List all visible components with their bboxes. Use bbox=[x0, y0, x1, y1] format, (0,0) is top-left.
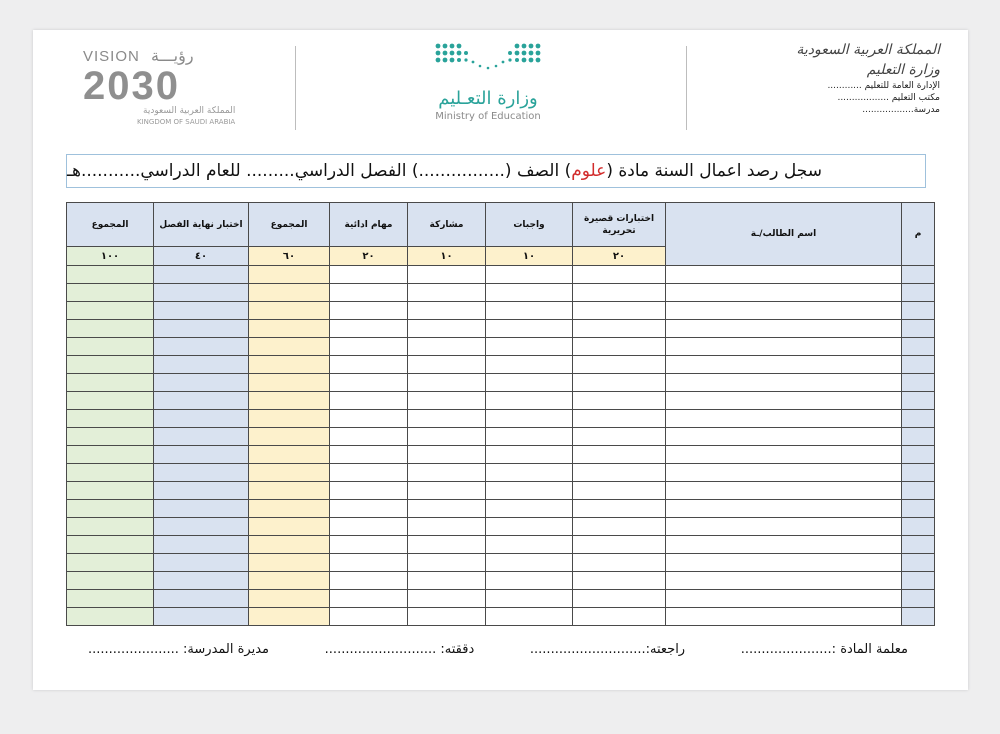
cell-final-exam[interactable] bbox=[154, 338, 249, 356]
title-part2: ) الصف (................) الفصل الدراسي......... للعام الدراسي...........هـ bbox=[67, 161, 572, 181]
cell-total[interactable] bbox=[67, 392, 154, 410]
cell-subtotal[interactable] bbox=[249, 338, 330, 356]
vision-country-ar: المملكة العربية السعودية bbox=[143, 106, 236, 116]
cell-participation[interactable] bbox=[408, 338, 486, 356]
cell-student[interactable] bbox=[666, 374, 902, 392]
cell-num[interactable] bbox=[902, 608, 935, 626]
cell-tasks[interactable] bbox=[330, 590, 408, 608]
cell-subtotal[interactable] bbox=[249, 482, 330, 500]
cell-total[interactable] bbox=[67, 590, 154, 608]
cell-tasks[interactable] bbox=[330, 518, 408, 536]
cell-homework[interactable] bbox=[486, 284, 573, 302]
cell-participation[interactable] bbox=[408, 464, 486, 482]
admin-field: الإدارة العامة للتعليم ............ bbox=[827, 81, 940, 91]
worksheet-page bbox=[33, 30, 968, 690]
cell-tasks[interactable] bbox=[330, 392, 408, 410]
ministry-name-en: Ministry of Education bbox=[435, 111, 541, 122]
cell-participation[interactable] bbox=[408, 590, 486, 608]
cell-total[interactable] bbox=[67, 410, 154, 428]
cell-num[interactable] bbox=[902, 374, 935, 392]
cell-final-exam[interactable] bbox=[154, 266, 249, 284]
cell-student[interactable] bbox=[666, 428, 902, 446]
vision-year: 2030 bbox=[83, 64, 180, 108]
cell-num[interactable] bbox=[902, 572, 935, 590]
table-row bbox=[67, 572, 935, 590]
cell-num[interactable] bbox=[902, 356, 935, 374]
header-tasks: مهام ادائية bbox=[330, 203, 408, 247]
table-row bbox=[67, 590, 935, 608]
cell-homework[interactable] bbox=[486, 446, 573, 464]
cell-final-exam[interactable] bbox=[154, 284, 249, 302]
cell-subtotal[interactable] bbox=[249, 356, 330, 374]
cell-num[interactable] bbox=[902, 446, 935, 464]
cell-subtotal[interactable] bbox=[249, 446, 330, 464]
cell-homework[interactable] bbox=[486, 590, 573, 608]
cell-participation[interactable] bbox=[408, 374, 486, 392]
cell-total[interactable] bbox=[67, 374, 154, 392]
title-part1: سجل رصد اعمال السنة مادة ( bbox=[606, 161, 822, 181]
cell-num[interactable] bbox=[902, 590, 935, 608]
cell-total[interactable] bbox=[67, 266, 154, 284]
ministry-name-ar: وزارة التعـليم bbox=[438, 88, 538, 109]
max-final-exam: ٤٠ bbox=[154, 247, 249, 266]
cell-subtotal[interactable] bbox=[249, 284, 330, 302]
cell-subtotal[interactable] bbox=[249, 266, 330, 284]
cell-homework[interactable] bbox=[486, 320, 573, 338]
cell-participation[interactable] bbox=[408, 302, 486, 320]
cell-participation[interactable] bbox=[408, 572, 486, 590]
cell-homework[interactable] bbox=[486, 302, 573, 320]
cell-quizzes[interactable] bbox=[573, 428, 666, 446]
cell-participation[interactable] bbox=[408, 482, 486, 500]
cell-homework[interactable] bbox=[486, 518, 573, 536]
cell-tasks[interactable] bbox=[330, 428, 408, 446]
header-final-exam: اختبار نهاية الفصل bbox=[154, 203, 249, 247]
cell-num[interactable] bbox=[902, 518, 935, 536]
table-row bbox=[67, 284, 935, 302]
cell-student[interactable] bbox=[666, 608, 902, 626]
vision-country-en: KINGDOM OF SAUDI ARABIA bbox=[137, 118, 236, 126]
cell-num[interactable] bbox=[902, 284, 935, 302]
cell-tasks[interactable] bbox=[330, 536, 408, 554]
cell-final-exam[interactable] bbox=[154, 446, 249, 464]
cell-final-exam[interactable] bbox=[154, 302, 249, 320]
cell-final-exam[interactable] bbox=[154, 464, 249, 482]
cell-quizzes[interactable] bbox=[573, 284, 666, 302]
cell-participation[interactable] bbox=[408, 446, 486, 464]
cell-total[interactable] bbox=[67, 338, 154, 356]
cell-tasks[interactable] bbox=[330, 554, 408, 572]
cell-participation[interactable] bbox=[408, 536, 486, 554]
cell-tasks[interactable] bbox=[330, 482, 408, 500]
cell-subtotal[interactable] bbox=[249, 500, 330, 518]
cell-participation[interactable] bbox=[408, 266, 486, 284]
cell-homework[interactable] bbox=[486, 356, 573, 374]
cell-total[interactable] bbox=[67, 356, 154, 374]
cell-tasks[interactable] bbox=[330, 284, 408, 302]
audited-signature: دققته: ........................... bbox=[324, 642, 475, 657]
cell-quizzes[interactable] bbox=[573, 446, 666, 464]
cell-homework[interactable] bbox=[486, 392, 573, 410]
cell-subtotal[interactable] bbox=[249, 464, 330, 482]
cell-final-exam[interactable] bbox=[154, 374, 249, 392]
table-row bbox=[67, 410, 935, 428]
cell-student[interactable] bbox=[666, 554, 902, 572]
max-participation: ١٠ bbox=[408, 247, 486, 266]
table-row bbox=[67, 320, 935, 338]
cell-final-exam[interactable] bbox=[154, 518, 249, 536]
cell-participation[interactable] bbox=[408, 320, 486, 338]
cell-student[interactable] bbox=[666, 446, 902, 464]
cell-quizzes[interactable] bbox=[573, 572, 666, 590]
cell-total[interactable] bbox=[67, 500, 154, 518]
cell-subtotal[interactable] bbox=[249, 392, 330, 410]
max-homework: ١٠ bbox=[486, 247, 573, 266]
cell-total[interactable] bbox=[67, 464, 154, 482]
cell-quizzes[interactable] bbox=[573, 410, 666, 428]
max-tasks: ٢٠ bbox=[330, 247, 408, 266]
table-row bbox=[67, 464, 935, 482]
cell-subtotal[interactable] bbox=[249, 608, 330, 626]
cell-student[interactable] bbox=[666, 320, 902, 338]
cell-quizzes[interactable] bbox=[573, 554, 666, 572]
cell-homework[interactable] bbox=[486, 500, 573, 518]
cell-homework[interactable] bbox=[486, 554, 573, 572]
signature-footer bbox=[88, 642, 908, 662]
cell-student[interactable] bbox=[666, 410, 902, 428]
cell-final-exam[interactable] bbox=[154, 500, 249, 518]
max-subtotal: ٦٠ bbox=[249, 247, 330, 266]
cell-homework[interactable] bbox=[486, 572, 573, 590]
table-row bbox=[67, 500, 935, 518]
cell-tasks[interactable] bbox=[330, 374, 408, 392]
cell-participation[interactable] bbox=[408, 392, 486, 410]
cell-total[interactable] bbox=[67, 482, 154, 500]
cell-final-exam[interactable] bbox=[154, 356, 249, 374]
cell-participation[interactable] bbox=[408, 500, 486, 518]
cell-num[interactable] bbox=[902, 482, 935, 500]
cell-final-exam[interactable] bbox=[154, 572, 249, 590]
cell-tasks[interactable] bbox=[330, 572, 408, 590]
cell-subtotal[interactable] bbox=[249, 572, 330, 590]
max-total: ١٠٠ bbox=[67, 247, 154, 266]
cell-quizzes[interactable] bbox=[573, 320, 666, 338]
ministry-name-calligraphy: وزارة التعليم bbox=[866, 62, 940, 78]
ministry-dots-icon bbox=[428, 40, 548, 80]
kingdom-name: المملكة العربية السعودية bbox=[796, 42, 940, 58]
cell-subtotal[interactable] bbox=[249, 590, 330, 608]
cell-subtotal[interactable] bbox=[249, 320, 330, 338]
cell-subtotal[interactable] bbox=[249, 554, 330, 572]
cell-homework[interactable] bbox=[486, 482, 573, 500]
header-total: المجموع bbox=[67, 203, 154, 247]
cell-student[interactable] bbox=[666, 590, 902, 608]
cell-student[interactable] bbox=[666, 482, 902, 500]
kingdom-header bbox=[790, 40, 940, 116]
table-row bbox=[67, 428, 935, 446]
cell-final-exam[interactable] bbox=[154, 392, 249, 410]
cell-final-exam[interactable] bbox=[154, 482, 249, 500]
ministry-logo bbox=[403, 40, 573, 130]
cell-homework[interactable] bbox=[486, 536, 573, 554]
header-homework: واجبات bbox=[486, 203, 573, 247]
school-field: مدرسة.................. bbox=[862, 105, 940, 115]
cell-num[interactable] bbox=[902, 338, 935, 356]
cell-homework[interactable] bbox=[486, 608, 573, 626]
cell-quizzes[interactable] bbox=[573, 392, 666, 410]
table-row bbox=[67, 266, 935, 284]
cell-tasks[interactable] bbox=[330, 320, 408, 338]
header-quizzes: اختبارات قصيرة تحريرية bbox=[573, 203, 666, 247]
table-row bbox=[67, 302, 935, 320]
cell-student[interactable] bbox=[666, 302, 902, 320]
cell-subtotal[interactable] bbox=[249, 518, 330, 536]
table-row bbox=[67, 338, 935, 356]
vision-word: VISION bbox=[83, 48, 140, 65]
cell-student[interactable] bbox=[666, 536, 902, 554]
max-quizzes: ٢٠ bbox=[573, 247, 666, 266]
teacher-signature: معلمة المادة :...................... bbox=[740, 642, 908, 657]
cell-student[interactable] bbox=[666, 572, 902, 590]
cell-tasks[interactable] bbox=[330, 464, 408, 482]
cell-total[interactable] bbox=[67, 572, 154, 590]
cell-participation[interactable] bbox=[408, 428, 486, 446]
cell-quizzes[interactable] bbox=[573, 482, 666, 500]
table-row bbox=[67, 446, 935, 464]
cell-total[interactable] bbox=[67, 446, 154, 464]
header-divider-right bbox=[686, 46, 687, 130]
header-divider-left bbox=[295, 46, 296, 130]
cell-tasks[interactable] bbox=[330, 266, 408, 284]
cell-num[interactable] bbox=[902, 320, 935, 338]
cell-quizzes[interactable] bbox=[573, 302, 666, 320]
cell-tasks[interactable] bbox=[330, 338, 408, 356]
cell-student[interactable] bbox=[666, 518, 902, 536]
cell-num[interactable] bbox=[902, 536, 935, 554]
reviewed-signature: راجعته:............................ bbox=[529, 642, 686, 657]
cell-participation[interactable] bbox=[408, 608, 486, 626]
cell-total[interactable] bbox=[67, 518, 154, 536]
cell-final-exam[interactable] bbox=[154, 428, 249, 446]
office-field: مكتب التعليم .................. bbox=[837, 93, 940, 103]
cell-quizzes[interactable] bbox=[573, 608, 666, 626]
grades-body bbox=[67, 266, 935, 626]
header-participation: مشاركة bbox=[408, 203, 486, 247]
title-subject: علوم bbox=[571, 161, 607, 181]
cell-subtotal[interactable] bbox=[249, 410, 330, 428]
cell-tasks[interactable] bbox=[330, 302, 408, 320]
cell-total[interactable] bbox=[67, 302, 154, 320]
cell-final-exam[interactable] bbox=[154, 320, 249, 338]
cell-participation[interactable] bbox=[408, 410, 486, 428]
cell-homework[interactable] bbox=[486, 266, 573, 284]
cell-num[interactable] bbox=[902, 266, 935, 284]
cell-participation[interactable] bbox=[408, 356, 486, 374]
cell-num[interactable] bbox=[902, 302, 935, 320]
table-row bbox=[67, 536, 935, 554]
cell-quizzes[interactable] bbox=[573, 464, 666, 482]
cell-num[interactable] bbox=[902, 392, 935, 410]
cell-student[interactable] bbox=[666, 392, 902, 410]
header-num: م bbox=[902, 203, 935, 266]
cell-quizzes[interactable] bbox=[573, 374, 666, 392]
cell-tasks[interactable] bbox=[330, 500, 408, 518]
cell-final-exam[interactable] bbox=[154, 590, 249, 608]
cell-student[interactable] bbox=[666, 338, 902, 356]
cell-homework[interactable] bbox=[486, 374, 573, 392]
cell-tasks[interactable] bbox=[330, 410, 408, 428]
cell-final-exam[interactable] bbox=[154, 536, 249, 554]
table-row bbox=[67, 374, 935, 392]
cell-participation[interactable] bbox=[408, 518, 486, 536]
cell-num[interactable] bbox=[902, 464, 935, 482]
table-row bbox=[67, 392, 935, 410]
cell-total[interactable] bbox=[67, 536, 154, 554]
cell-num[interactable] bbox=[902, 500, 935, 518]
header-subtotal: المجموع bbox=[249, 203, 330, 247]
cell-quizzes[interactable] bbox=[573, 590, 666, 608]
cell-student[interactable] bbox=[666, 266, 902, 284]
cell-num[interactable] bbox=[902, 410, 935, 428]
cell-tasks[interactable] bbox=[330, 446, 408, 464]
cell-homework[interactable] bbox=[486, 428, 573, 446]
cell-num[interactable] bbox=[902, 554, 935, 572]
cell-final-exam[interactable] bbox=[154, 554, 249, 572]
cell-final-exam[interactable] bbox=[154, 410, 249, 428]
cell-total[interactable] bbox=[67, 284, 154, 302]
header-student: اسم الطالب/ـة bbox=[666, 203, 902, 266]
cell-subtotal[interactable] bbox=[249, 374, 330, 392]
cell-participation[interactable] bbox=[408, 284, 486, 302]
cell-homework[interactable] bbox=[486, 410, 573, 428]
cell-homework[interactable] bbox=[486, 464, 573, 482]
cell-quizzes[interactable] bbox=[573, 500, 666, 518]
cell-total[interactable] bbox=[67, 320, 154, 338]
table-row bbox=[67, 518, 935, 536]
principal-signature: مديرة المدرسة: ...................... bbox=[88, 642, 269, 657]
cell-num[interactable] bbox=[902, 428, 935, 446]
cell-subtotal[interactable] bbox=[249, 302, 330, 320]
cell-total[interactable] bbox=[67, 428, 154, 446]
cell-quizzes[interactable] bbox=[573, 536, 666, 554]
cell-subtotal[interactable] bbox=[249, 536, 330, 554]
cell-final-exam[interactable] bbox=[154, 608, 249, 626]
cell-total[interactable] bbox=[67, 554, 154, 572]
table-row bbox=[67, 608, 935, 626]
cell-quizzes[interactable] bbox=[573, 518, 666, 536]
cell-total[interactable] bbox=[67, 608, 154, 626]
cell-quizzes[interactable] bbox=[573, 356, 666, 374]
cell-tasks[interactable] bbox=[330, 356, 408, 374]
table-row bbox=[67, 356, 935, 374]
cell-student[interactable] bbox=[666, 500, 902, 518]
grades-table bbox=[66, 202, 935, 626]
vision-2030-logo bbox=[83, 46, 253, 126]
cell-homework[interactable] bbox=[486, 338, 573, 356]
vision-word-ar: رؤيـــة bbox=[151, 48, 194, 65]
cell-student[interactable] bbox=[666, 356, 902, 374]
cell-student[interactable] bbox=[666, 284, 902, 302]
cell-subtotal[interactable] bbox=[249, 428, 330, 446]
table-row bbox=[67, 482, 935, 500]
cell-student[interactable] bbox=[666, 464, 902, 482]
table-row bbox=[67, 554, 935, 572]
cell-quizzes[interactable] bbox=[573, 338, 666, 356]
cell-participation[interactable] bbox=[408, 554, 486, 572]
cell-quizzes[interactable] bbox=[573, 266, 666, 284]
page-title bbox=[66, 154, 926, 188]
cell-tasks[interactable] bbox=[330, 608, 408, 626]
